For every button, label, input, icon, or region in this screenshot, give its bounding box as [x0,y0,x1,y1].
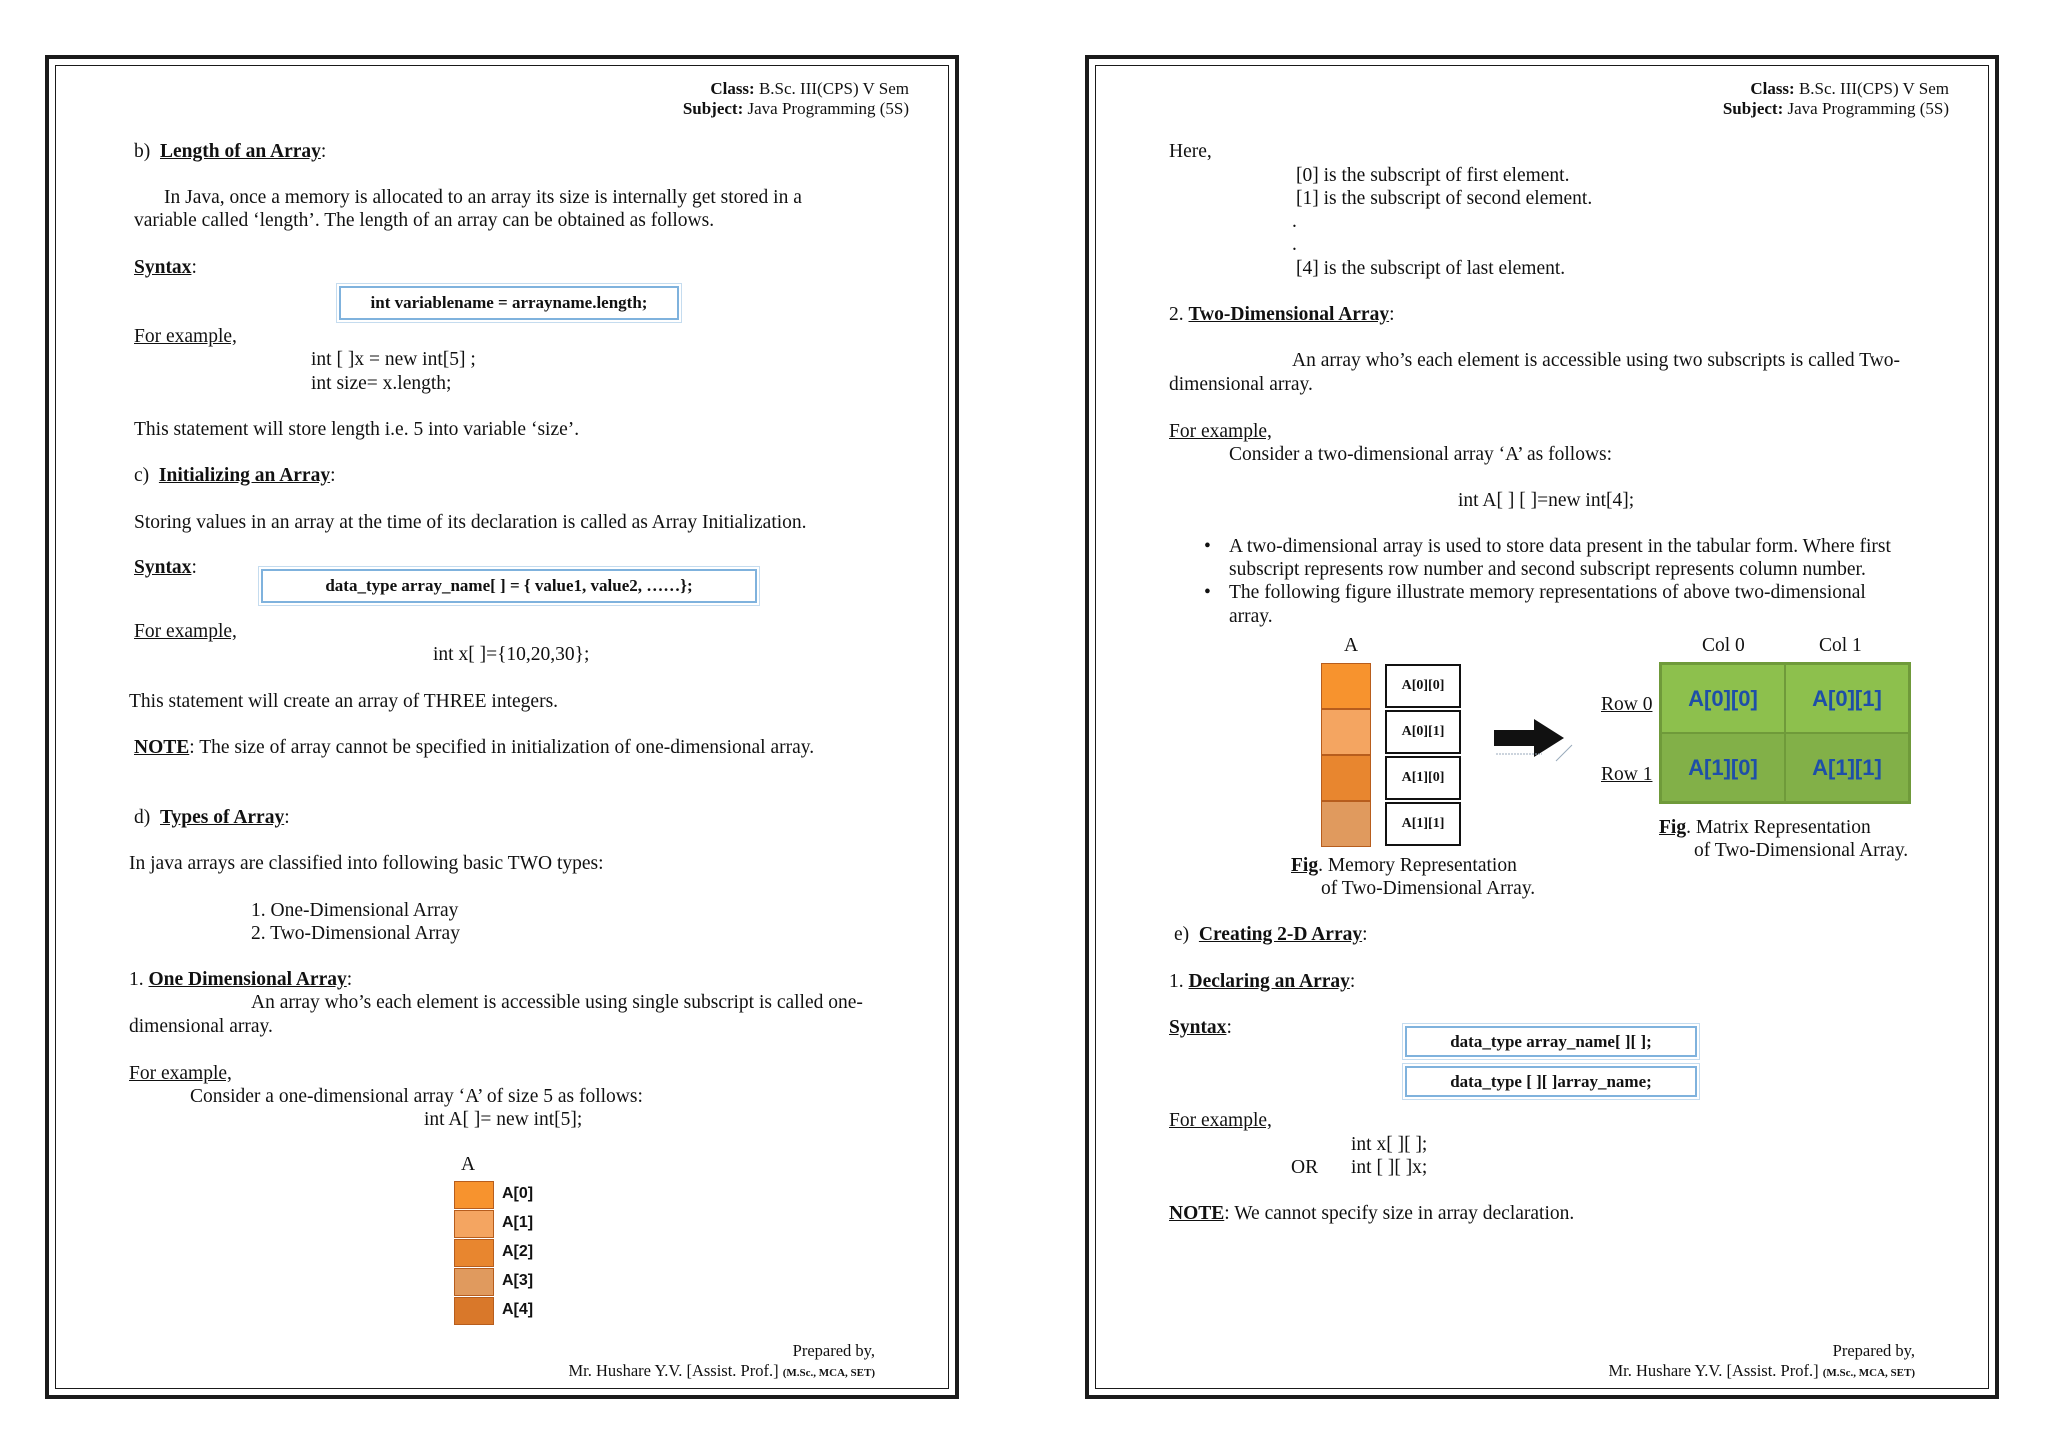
here-label: Here, [1169,141,1212,162]
array-cell-2 [454,1239,494,1267]
subject-value: Java Programming (5S) [747,99,909,118]
bullet-2-line2: array. [1229,606,1273,627]
example-1-line1: int [ ]x = new int[5] ; [311,349,476,370]
matrix-grid [1659,662,1911,804]
bullet-1-line1: A two-dimensional array is used to store data present in the tabular form. Where first [1229,536,1891,557]
for-example-4: For example, [1169,421,1272,442]
subject-label: Subject: [682,99,744,118]
type-item-1: 1. One-Dimensional Array [251,900,459,921]
left-page [45,55,959,1399]
row-0-label: Row 0 [1601,694,1653,715]
example-2-note: This statement will create an array of THREE integers. [129,691,559,712]
declaring-title: Declaring an Array [1188,971,1350,992]
syntax-box-2d-1 [1405,1026,1697,1057]
fig-caption-memory-line2: of Two-Dimensional Array. [1321,878,1536,899]
declaring-heading: 1. Declaring an Array: [1169,971,1356,992]
note-label: NOTE [134,737,190,758]
type-item-2: 2. Two-Dimensional Array [251,923,460,944]
class-label: Class: [1750,79,1795,98]
matrix-cell-11: A[1][1] [1785,733,1909,802]
author-credentials: (M.Sc., MCA, SET) [1822,1367,1915,1379]
one-d-para-line2: dimensional array. [129,1016,273,1037]
array-label-3: A[3] [502,1272,534,1289]
section-d-heading: d) Types of Array: [134,807,290,828]
one-d-para-line1: An array who’s each element is accessible using single subscript is called one- [251,992,863,1013]
subject-label: Subject: [1722,99,1784,118]
example-5-or: OR [1291,1157,1319,1178]
note-text: : We cannot specify size in array declaration. [1224,1203,1575,1224]
fig-caption-memory-line1: Fig. Memory Representation [1291,855,1517,876]
consider-line: Consider a two-dimensional array ‘A’ as follows: [1229,444,1613,465]
example-1-note: This statement will store length i.e. 5 into variable ‘size’. [134,419,580,440]
subscript-second: [1] is the subscript of second element. [1296,188,1593,209]
two-d-para-line2: dimensional array. [1169,374,1313,395]
section-d-title: Types of Array [160,807,285,828]
page-header [1723,79,1949,119]
author-name: Mr. Hushare Y.V. [Assist. Prof.] [568,1361,779,1380]
for-example-1: For example, [134,326,237,347]
fig-caption-matrix-line2: of Two-Dimensional Array. [1694,840,1909,861]
syntax-code-2d-1: data_type array_name[ ][ ]; [1450,1031,1652,1051]
prepared-by: Prepared by, [1832,1341,1915,1360]
memory-figure-title: A [1344,635,1359,656]
author-credentials: (M.Sc., MCA, SET) [782,1367,875,1379]
matrix-cell-00: A[0][0] [1661,664,1785,733]
section-c-para: Storing values in an array at the time of its declaration is called as Array Initialization. [134,512,807,533]
two-d-heading: 2. Two-Dimensional Array: [1169,304,1395,325]
for-example-2: For example, [134,621,237,642]
page-footer [569,1341,875,1383]
bullet-1-line2: subscript represents row number and second subscript represents column number. [1229,559,1866,580]
right-arrow-icon [1494,717,1574,763]
array-label-0: A[0] [502,1185,534,1202]
syntax-label-2: Syntax: [134,557,197,578]
subscript-last: [4] is the subscript of last element. [1296,258,1566,279]
matrix-cell-10: A[1][0] [1661,733,1785,802]
memory-label-3: A[1][1] [1385,802,1461,846]
one-d-title: One Dimensional Array [148,969,347,990]
syntax-code-init: data_type array_name[ ] = { value1, value2, ……}; [325,576,693,595]
ellipsis-dot-1: . [1292,211,1297,232]
for-example-3: For example, [129,1063,232,1084]
page-footer [1609,1341,1915,1383]
example-3-line2: int A[ ]= new int[5]; [424,1109,583,1130]
array-label-2: A[2] [502,1243,534,1260]
fig-caption-matrix-line1: Fig. Matrix Representation [1659,817,1871,838]
right-page [1085,55,1999,1399]
array-label-4: A[4] [502,1301,534,1318]
syntax-box-2d-2 [1405,1066,1697,1097]
class-value: B.Sc. III(CPS) V Sem [758,79,909,98]
two-d-para-line1: An array who’s each element is accessible using two subscripts is called Two- [1292,350,1901,371]
note-label: NOTE [1169,1203,1225,1224]
fig-label: Fig [1659,817,1687,838]
memory-label-1: A[0][1] [1385,710,1461,754]
bullet-1-marker: • [1204,536,1211,557]
section-b-para-line2: variable called ‘length’. The length of an array can be obtained as follows. [134,210,715,231]
array-cell-1 [454,1210,494,1238]
example-5-line1: int x[ ][ ]; [1351,1134,1428,1155]
memory-cell-3 [1321,801,1371,847]
ellipsis-dot-2: . [1292,234,1297,255]
for-example-5: For example, [1169,1110,1272,1131]
syntax-code-2d-2: data_type [ ][ ]array_name; [1450,1071,1652,1091]
section-e-title: Creating 2-D Array [1198,924,1363,945]
two-d-declaration: int A[ ] [ ]=new int[4]; [1458,490,1635,511]
author-name: Mr. Hushare Y.V. [Assist. Prof.] [1608,1361,1819,1380]
section-e-heading: e) Creating 2-D Array: [1174,924,1368,945]
syntax-label-1: Syntax: [134,257,197,278]
array-cell-4 [454,1297,494,1325]
page-header [683,79,909,119]
note-2 [1169,1202,1574,1226]
section-b-title: Length of an Array [160,141,321,162]
syntax-box-length [339,286,679,320]
memory-cell-1 [1321,709,1371,755]
note-1 [134,736,814,760]
two-d-title: Two-Dimensional Array [1188,304,1390,325]
array-cell-0 [454,1181,494,1209]
col-1-label: Col 1 [1819,635,1862,656]
array-label-1: A[1] [502,1214,534,1231]
prepared-by: Prepared by, [792,1341,875,1360]
array-cell-3 [454,1268,494,1296]
example-3-line1: Consider a one-dimensional array ‘A’ of size 5 as follows: [190,1086,643,1107]
syntax-code-length: int variablename = arrayname.length; [370,293,648,312]
col-0-label: Col 0 [1702,635,1745,656]
example-2-line: int x[ ]={10,20,30}; [433,644,590,665]
syntax-box-init [261,569,757,603]
memory-cell-0 [1321,663,1371,709]
memory-label-2: A[1][0] [1385,756,1461,800]
section-b-para-line1: In Java, once a memory is allocated to an array its size is internally get stored in a [164,187,802,208]
bullet-2-line1: The following figure illustrate memory representations of above two-dimensional [1229,582,1866,603]
fig-label: Fig [1291,855,1319,876]
class-value: B.Sc. III(CPS) V Sem [1798,79,1949,98]
section-b-heading: b) Length of an Array: [134,141,327,162]
subscript-first: [0] is the subscript of first element. [1296,165,1570,186]
section-c-title: Initializing an Array [158,465,331,486]
subject-value: Java Programming (5S) [1787,99,1949,118]
example-5-line2: int [ ][ ]x; [1351,1157,1428,1178]
row-1-label: Row 1 [1601,764,1653,785]
one-d-heading: 1. One Dimensional Array: [129,969,353,990]
memory-label-0: A[0][0] [1385,664,1461,708]
class-label: Class: [710,79,755,98]
note-text: : The size of array cannot be specified in initialization of one-dimensional array. [189,737,815,758]
section-d-para: In java arrays are classified into following basic TWO types: [129,853,604,874]
matrix-cell-01: A[0][1] [1785,664,1909,733]
one-d-array-name: A [461,1154,476,1175]
example-1-line2: int size= x.length; [311,373,452,394]
bullet-2-marker: • [1204,582,1211,603]
syntax-label-3: Syntax: [1169,1017,1232,1038]
memory-cell-2 [1321,755,1371,801]
section-c-heading: c) Initializing an Array: [134,465,336,486]
